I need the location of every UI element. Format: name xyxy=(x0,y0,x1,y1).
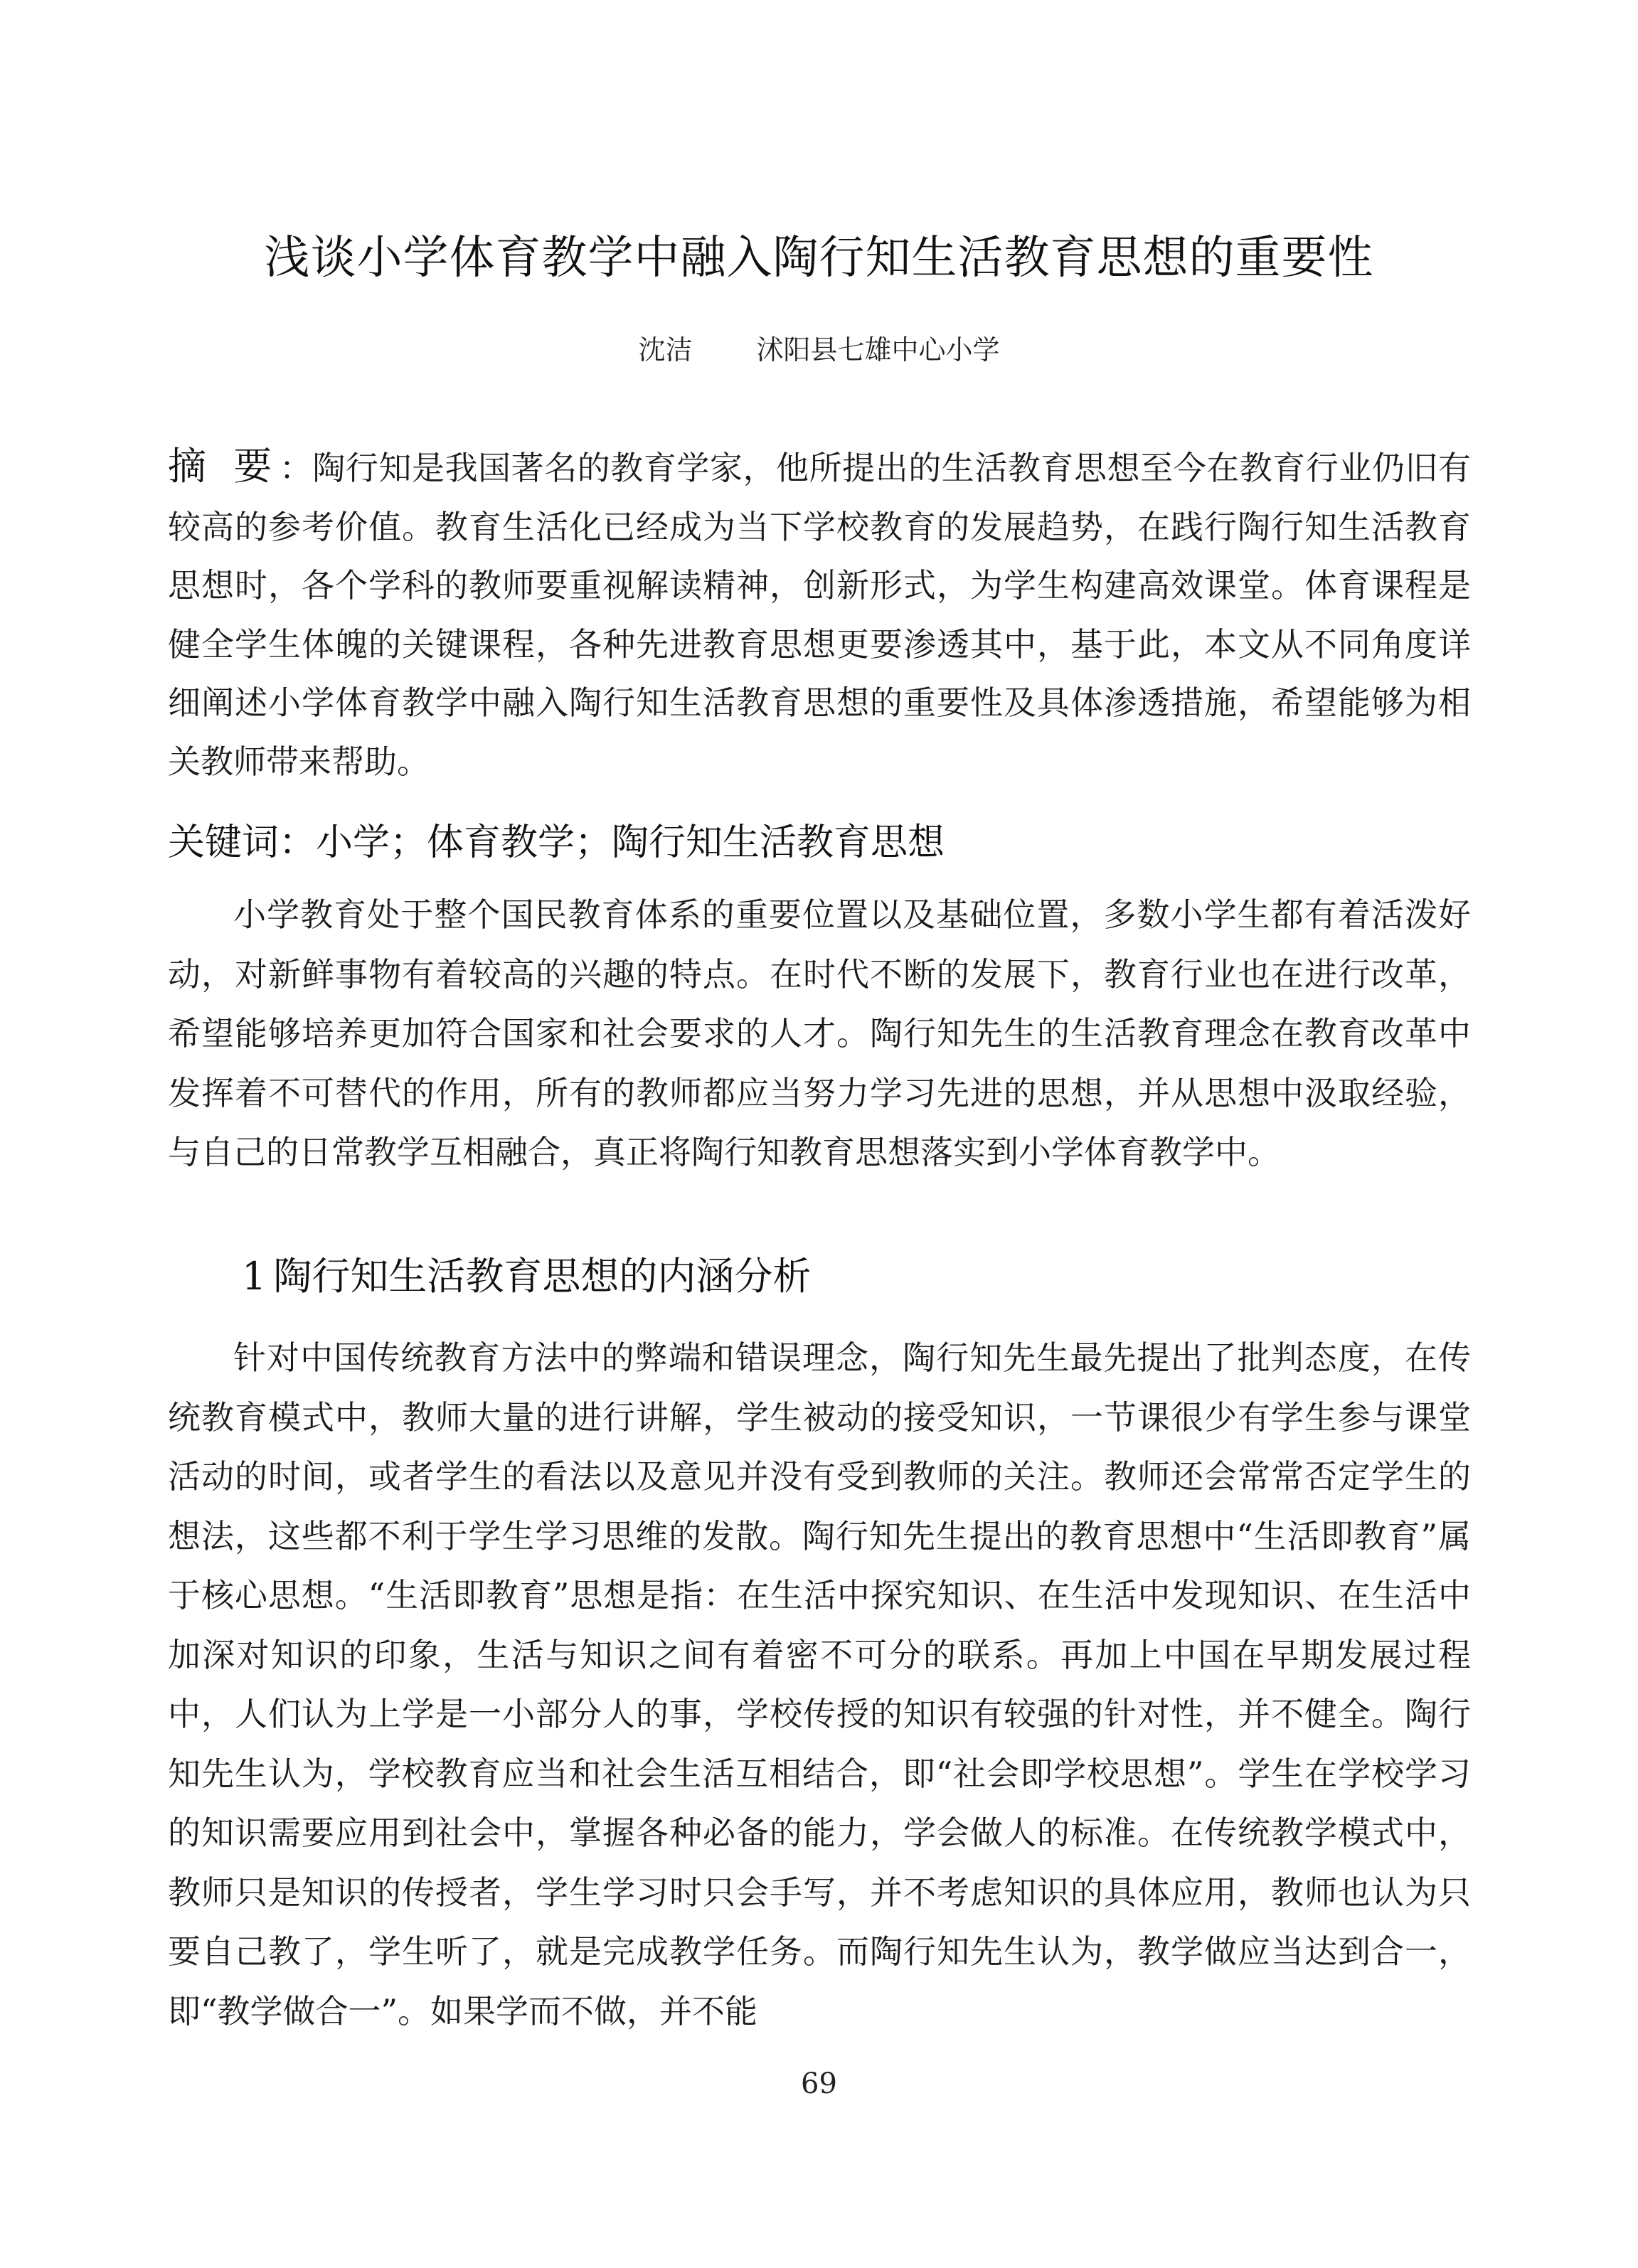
paper-title: 浅谈小学体育教学中融入陶行知生活教育思想的重要性 xyxy=(264,232,1374,284)
section-title: 陶行知生活教育思想的内涵分析 xyxy=(273,1254,812,1299)
intro-section xyxy=(168,885,1471,1183)
section-body xyxy=(168,1329,1471,2041)
intro-paragraph: 小学教育处于整个国民教育体系的重要位置以及基础位置，多数小学生都有着活泼好动，对新鲜事物有着较高的兴趣的特点。在时代不断的发展下，教育行业也在进行改革，希望能够培养更加符合国家和社会要求的人才。陶行知先生的生活教育理念在教育改革中发挥着不可替代的作用，所有的教师都应当努力学习先进的思想，并从思想中汲取经验，与自己的日常教学互相融合，真正将陶行知教育思想落实到小学体育教学中。 xyxy=(168,895,1471,1171)
abstract-text: 陶行知是我国著名的教育学家，他所提出的生活教育思想至今在教育行业仍旧有较高的参考价值。教育生活化已经成为当下学校教育的发展趋势，在践行陶行知生活教育思想时，各个学科的教师要重视解读精神，创新形式，为学生构建高效课堂。体育课程是健全学生体魄的关键课程，各种先进教育思想更要渗透其中，基于此，本文从不同角度详细阐述小学体育教学中融入陶行知生活教育思想的重要性及具体渗透措施，希望能够为相关教师带来帮助。 xyxy=(168,449,1472,781)
page-number: 69 xyxy=(801,2067,837,2100)
section-heading xyxy=(242,1245,811,1309)
abstract xyxy=(168,437,1471,792)
author-line xyxy=(0,329,1638,371)
keywords: 关键词：小学；体育教学；陶行知生活教育思想 xyxy=(168,821,945,864)
author-name: 沈洁 xyxy=(638,334,693,366)
abstract-label: 摘 要 xyxy=(168,444,280,489)
section-number: 1 xyxy=(242,1254,267,1299)
author-affiliation: 沭阳县七雄中心小学 xyxy=(756,334,1000,366)
section-paragraph: 针对中国传统教育方法中的弊端和错误理念，陶行知先生最先提出了批判态度，在传统教育模式中，教师大量的进行讲解，学生被动的接受知识，一节课很少有学生参与课堂活动的时间，或者学生的看法以及意见并没有受到教师的关注。教师还会常常否定学生的想法，这些都不利于学生学习思维的发散。陶行知先生提出的教育思想中“生活即教育”属于核心思想。“生活即教育”思想是指：在生活中探究知识、在生活中发现知识、在生活中加深对知识的印象，生活与知识之间有着密不可分的联系。再加上中国在早期发展过程中，人们认为上学是一小部分人的事，学校传授的知识有较强的针对性，并不健全。陶行知先生认为，学校教育应当和社会生活互相结合，即“社会即学校思想”。学生在学校学习的知识需要应用到社会中，掌握各种必备的能力，学会做人的标准。在传统教学模式中，教师只是知识的传授者，学生学习时只会手写，并不考虑知识的具体应用，教师也认为只要自己教了，学生听了，就是完成教学任务。而陶行知先生认为，教学做应当达到合一，即“教学做合一”。如果学而不做，并不能 xyxy=(168,1338,1471,2030)
abstract-label-colon: ： xyxy=(279,449,313,487)
